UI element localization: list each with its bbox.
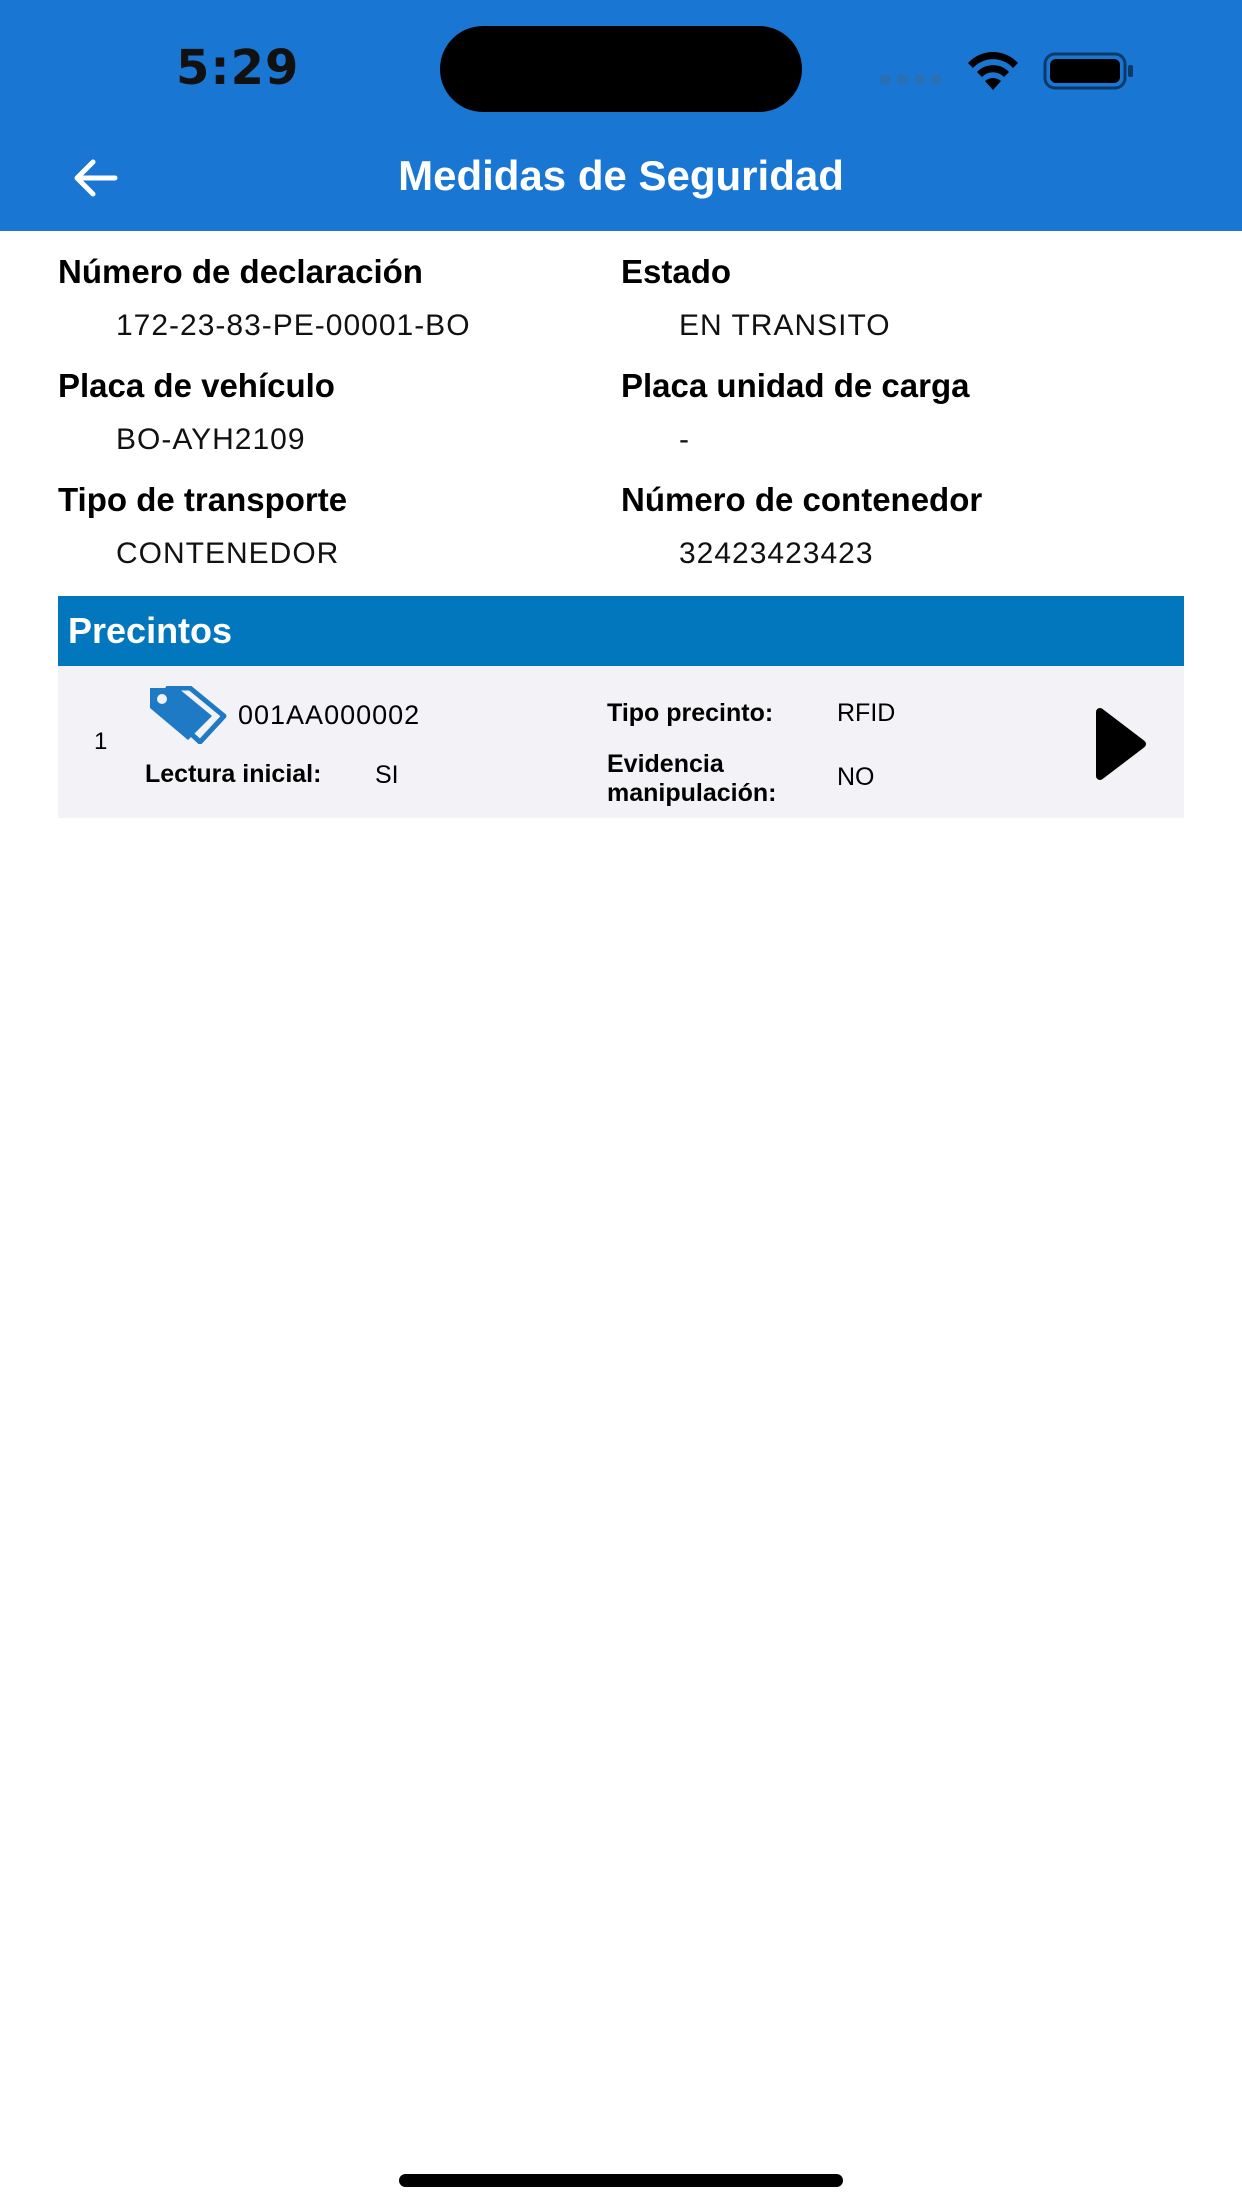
- field-value: BO-AYH2109: [116, 423, 306, 456]
- container-number-field: [621, 481, 1184, 595]
- status-field: [621, 253, 1184, 367]
- field-value: CONTENEDOR: [116, 537, 340, 570]
- vehicle-plate-field: [58, 367, 621, 481]
- seal-list-item[interactable]: [58, 666, 1184, 818]
- info-row: [58, 367, 1184, 481]
- declaration-number-field: [58, 253, 621, 367]
- field-value: 172-23-83-PE-00001-BO: [116, 309, 471, 342]
- field-value: 32423423423: [679, 537, 874, 570]
- app-bar: [0, 0, 1242, 231]
- info-row: [58, 481, 1184, 595]
- field-label: Número de declaración: [58, 253, 423, 290]
- seal-code: 001AA000002: [238, 700, 421, 730]
- tamper-evidence-label-line: manipulación:: [607, 779, 777, 807]
- initial-reading-label: Lectura inicial:: [145, 760, 322, 788]
- seals-section-header: Precintos: [58, 596, 1184, 666]
- tamper-evidence-label: [607, 750, 776, 808]
- dynamic-island: [440, 26, 802, 112]
- field-label: Placa unidad de carga: [621, 367, 970, 404]
- field-label: Estado: [621, 253, 732, 290]
- cellular-signal-icon: [880, 74, 942, 85]
- battery-icon: [1043, 52, 1135, 90]
- field-value: -: [679, 423, 690, 456]
- tamper-evidence-label-line: Evidencia: [607, 750, 724, 778]
- home-indicator[interactable]: [399, 2174, 843, 2187]
- declaration-info: [58, 253, 1184, 595]
- wifi-icon: [965, 50, 1021, 90]
- field-label: Tipo de transporte: [58, 481, 348, 518]
- seal-index: 1: [94, 728, 108, 755]
- tamper-evidence-value: NO: [837, 763, 875, 791]
- status-time: 5:29: [176, 40, 300, 96]
- cargo-unit-plate-field: [621, 367, 1184, 481]
- field-label: Placa de vehículo: [58, 367, 335, 404]
- seal-type-label: Tipo precinto:: [607, 699, 774, 727]
- field-label: Número de contenedor: [621, 481, 983, 518]
- transport-type-field: [58, 481, 621, 595]
- tag-icon: [146, 686, 230, 744]
- seal-type-value: RFID: [837, 699, 896, 727]
- chevron-right-icon[interactable]: [1090, 706, 1150, 782]
- initial-reading-value: SI: [375, 761, 399, 789]
- info-row: [58, 253, 1184, 367]
- field-value: EN TRANSITO: [679, 309, 891, 342]
- page-title: Medidas de Seguridad: [398, 152, 844, 199]
